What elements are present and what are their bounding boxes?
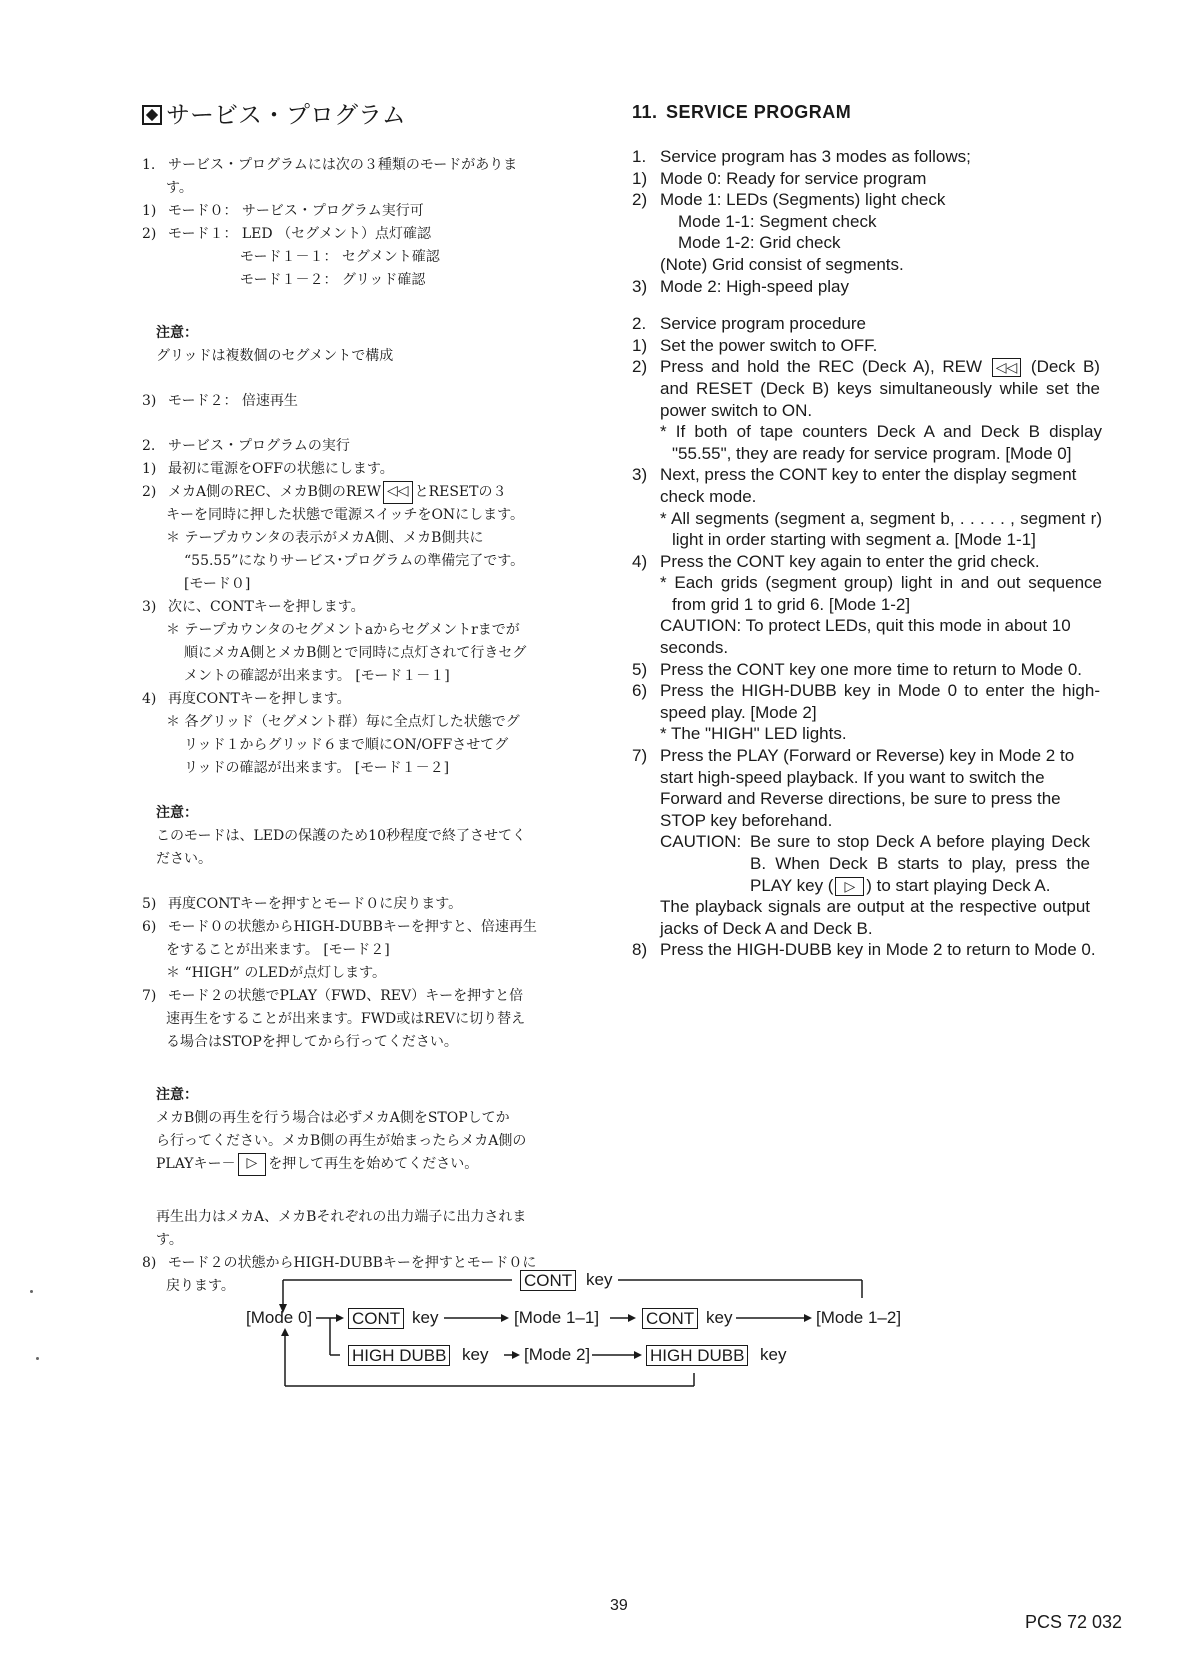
en-step-7-output [632, 896, 1122, 939]
list-marker: 3) [142, 393, 157, 409]
mode2-label: [Mode 2] [524, 1345, 591, 1364]
en-mode1 [632, 189, 1122, 211]
cont-key-2: CONT [642, 1308, 698, 1329]
mode11-label: [Mode 1–1] [514, 1308, 600, 1327]
list-marker: 3) [632, 465, 648, 485]
key-word: key [462, 1345, 489, 1364]
jp-text: る場合はSTOPを押してから行ってください。 [166, 1034, 458, 1050]
jp-step-2-mode [142, 573, 582, 596]
en-text: Press the HIGH-DUBB key in Mode 0 to enter the high-speed play. [Mode 2] [660, 681, 1100, 722]
play-key-icon: ▷ [238, 1153, 267, 1176]
jp-step-4-star-cont2 [142, 757, 582, 780]
en-text: The playback signals are output at the respective output jacks of Deck A and Deck B. [660, 897, 1090, 938]
section-number: 11. [632, 102, 658, 122]
jp-text: ＊ テープカウンタのセグメントaからセグメントrまでが [166, 622, 520, 638]
en-text: Service program procedure [660, 314, 866, 334]
en-text: Press the CONT key one more time to return to Mode 0. [660, 659, 1083, 679]
arrow-head [501, 1314, 509, 1322]
en-s1-intro [632, 146, 1122, 168]
jp-mode1-2 [142, 269, 582, 292]
en-text: (Note) Grid consist of segments. [660, 254, 904, 274]
jp-note-1: グリッドは複数個のセグメントで構成 [156, 348, 394, 364]
jp-text: [モード０] [184, 576, 251, 592]
jp-text: モード１－２： グリッド確認 [240, 272, 426, 288]
jp-step-4-star-cont [142, 734, 582, 757]
list-marker: 2) [142, 226, 157, 242]
jp-note-label: 注意： [156, 1087, 198, 1103]
jp-step-3-star [142, 619, 582, 642]
list-marker: 2) [632, 357, 648, 377]
en-text: ) to start playing Deck A. [866, 875, 1051, 895]
jp-text: モード２： 倍速再生 [168, 393, 298, 409]
jp-step-2 [142, 481, 582, 504]
cont-key-1: CONT [348, 1308, 404, 1329]
jp-text: PLAYキー－ [156, 1156, 236, 1172]
key-word: key [760, 1345, 787, 1364]
list-marker: 1. [632, 147, 647, 166]
list-marker: 2. [142, 438, 156, 454]
list-marker: 4) [142, 691, 157, 707]
jp-step-3-star-cont [142, 642, 582, 665]
jp-text: 再度CONTキーを押します。 [168, 691, 351, 707]
jp-note-3b: ら行ってください。メカB側の再生が始まったらメカA側の [156, 1133, 527, 1149]
arrow-head-up [281, 1328, 289, 1336]
jp-text: リッド１からグリッド６まで順にON/OFFさせてグ [184, 737, 509, 753]
list-marker: 8) [142, 1255, 157, 1271]
jp-text: メントの確認が出来ます。 [モード１－１] [184, 668, 450, 684]
jp-text: “55.55”になりサービス･プログラムの準備完了です。 [184, 553, 525, 569]
list-marker: 2) [632, 190, 648, 210]
jp-text: す。 [166, 180, 193, 196]
list-marker: 2) [142, 484, 157, 500]
en-text: Mode 1: LEDs (Segments) light check [660, 190, 946, 210]
play-key-icon: ▷ [835, 877, 864, 896]
jp-step-2-star-cont [142, 550, 582, 573]
en-step-6 [632, 680, 1122, 723]
list-marker: 1) [142, 461, 157, 477]
list-marker: 7) [142, 988, 157, 1004]
en-text: Mode 2: High-speed play [660, 276, 850, 296]
list-marker: 5) [632, 659, 648, 679]
en-title-text: SERVICE PROGRAM [666, 102, 852, 122]
en-text: Mode 1-1: Segment check [678, 211, 877, 231]
en-mode0 [632, 168, 1122, 190]
list-marker: 1) [632, 168, 648, 188]
en-step-2 [632, 356, 1122, 421]
jp-text: ＊ 各グリッド（セグメント群）毎に全点灯した状態でグ [166, 714, 520, 730]
list-marker: 5) [142, 896, 157, 912]
list-marker: 1) [142, 203, 157, 219]
jp-text: モード２の状態でPLAY（FWD、REV）キーを押すと倍 [168, 988, 524, 1004]
en-text: Be sure to stop Deck A before playing Deck B. When Deck B starts to play, press the PLAY key ( [750, 832, 1090, 895]
en-step-8 [632, 939, 1122, 961]
jp-text: リッドの確認が出来ます。 [モード１－２] [184, 760, 450, 776]
en-text: * All segments (segment a, segment b, . . . . . , segment r) light in order starting with segment a. [Mode 1-1] [660, 508, 1102, 550]
scan-speck [36, 1357, 39, 1360]
en-text: Press the CONT key again to enter the grid check. [660, 551, 1040, 571]
jp-text: を押して再生を始めてください。 [268, 1156, 479, 1172]
en-s2-head [632, 313, 1122, 335]
key-word: key [706, 1308, 733, 1327]
jp-step-7-cont2 [142, 1031, 582, 1054]
document-code: PCS 72 032 [1025, 1612, 1123, 1632]
list-marker: 3) [632, 276, 648, 296]
jp-step-3-star-cont2 [142, 665, 582, 688]
jp-text: モード１－１： セグメント確認 [240, 249, 440, 265]
jp-note-label: 注意： [156, 805, 198, 821]
jp-title-text: サービス・プログラム [166, 101, 406, 129]
list-marker: 7) [632, 746, 648, 766]
en-note [632, 254, 1122, 276]
jp-step-3 [142, 596, 582, 619]
list-marker: 6) [142, 919, 157, 935]
arrow-head [336, 1314, 344, 1322]
en-text: * Each grids (segment group) light in and out sequence from grid 1 to grid 6. [Mode 1-2] [660, 573, 1102, 614]
key-word: key [412, 1308, 439, 1327]
mode0-label: [Mode 0] [246, 1308, 313, 1327]
en-text: Press the PLAY (Forward or Reverse) key in Mode 2 to start high-speed playback. If you want to switch the Forward and Reverse directions, be sure to press the STOP key beforehand. [660, 746, 1075, 830]
list-marker: 2. [632, 314, 647, 334]
list-marker: 8) [632, 940, 648, 960]
jp-text: 次に、CONTキーを押します。 [168, 599, 365, 615]
en-step-3 [632, 464, 1122, 507]
en-text: (Deck B) and RESET (Deck B) keys simultaneously while set the power switch to ON. [660, 357, 1100, 420]
jp-step-5 [142, 893, 582, 916]
list-marker: 1. [142, 157, 156, 173]
en-step-5 [632, 659, 1122, 681]
jp-text: モード０の状態からHIGH-DUBBキーを押すと、倍速再生 [168, 919, 537, 935]
english-column [632, 100, 1122, 961]
key-word: key [586, 1270, 613, 1289]
arrow-head [804, 1314, 812, 1322]
jp-s1-intro [142, 154, 582, 177]
jp-text: サービス・プログラムの実行 [168, 438, 350, 454]
jp-text: モード２の状態からHIGH-DUBBキーを押すとモード０に [168, 1255, 537, 1271]
en-title [632, 100, 1122, 124]
jp-step-2-star [142, 527, 582, 550]
jp-note-3c [142, 1153, 582, 1176]
en-text: CAUTION: [660, 832, 742, 852]
rew-key-icon: ◁◁ [992, 358, 1022, 377]
en-text: Next, press the CONT key to enter the display segment check mode. [660, 465, 1077, 506]
en-text: Press and hold the REC (Deck A), REW [660, 357, 983, 377]
japanese-column [142, 100, 582, 1298]
jp-text: 戻ります。 [166, 1278, 235, 1294]
en-text: Service program has 3 modes as follows; [660, 147, 971, 166]
jp-text: ＊ テープカウンタの表示がメカA側、メカB側共に [166, 530, 484, 546]
highdubb-key-2: HIGH DUBB [646, 1345, 748, 1366]
list-marker: 1) [632, 335, 648, 355]
jp-step-1 [142, 458, 582, 481]
jp-mode1 [142, 223, 582, 246]
en-mode2 [632, 276, 1122, 298]
en-step-7 [632, 745, 1122, 831]
jp-text: 順にメカA側とメカB側とで同時に点灯されて行きセグ [184, 645, 527, 661]
scan-speck [30, 1290, 33, 1293]
arrow-head [628, 1314, 636, 1322]
en-step-4-star [632, 572, 1122, 615]
jp-step-2-cont [142, 504, 582, 527]
en-step-4-caution [632, 615, 1122, 658]
page-number: 39 [610, 1597, 628, 1614]
list-marker: 4) [632, 551, 648, 571]
mode-flow-diagram [240, 1268, 940, 1408]
jp-note-label: 注意： [156, 325, 198, 341]
jp-text: メカA側のREC、メカB側のREW [168, 484, 382, 500]
jp-text: とRESETの３ [414, 484, 507, 500]
en-text: Set the power switch to OFF. [660, 335, 878, 355]
arrow-head [634, 1351, 642, 1359]
jp-mode2 [142, 390, 582, 413]
en-step-6-star [632, 723, 1122, 745]
jp-text: モード０： サービス・プログラム実行可 [168, 203, 424, 219]
jp-mode1-1 [142, 246, 582, 269]
jp-step-4-star [142, 711, 582, 734]
list-marker: 3) [142, 599, 157, 615]
jp-mode0 [142, 200, 582, 223]
jp-text: ＊ “HIGH” のLEDが点灯します。 [166, 965, 386, 981]
en-step-3-star [632, 508, 1122, 551]
jp-output-a: 再生出力はメカA、メカBそれぞれの出力端子に出力されま [156, 1209, 527, 1225]
en-mode1-1 [632, 211, 1122, 233]
rew-key-icon: ◁◁ [383, 481, 413, 504]
highdubb-key-1: HIGH DUBB [348, 1345, 450, 1366]
jp-step-6 [142, 916, 582, 939]
jp-step-4 [142, 688, 582, 711]
jp-text: モード１： LED （セグメント）点灯確認 [168, 226, 431, 242]
jp-note-2b: ださい。 [156, 851, 212, 867]
en-step-1 [632, 335, 1122, 357]
diamond-box-icon [142, 105, 162, 125]
jp-text: 最初に電源をOFFの状態にします。 [168, 461, 394, 477]
jp-note-3a: メカB側の再生を行う場合は必ずメカA側をSTOPしてか [156, 1110, 510, 1126]
list-marker: 6) [632, 681, 648, 701]
arrow-head [512, 1351, 520, 1359]
jp-text: 速再生をすることが出来ます。FWD或はREVに切り替え [166, 1011, 526, 1027]
jp-s2-head [142, 435, 582, 458]
jp-step-7-cont [142, 1008, 582, 1031]
jp-title [142, 100, 582, 130]
jp-step-7 [142, 985, 582, 1008]
jp-text: キーを同時に押した状態で電源スイッチをONにします。 [166, 507, 525, 523]
jp-text: サービス・プログラムには次の３種類のモードがありま [168, 157, 518, 173]
en-text: CAUTION: To protect LEDs, quit this mode in about 10 seconds. [660, 616, 1071, 658]
jp-note-2a: このモードは、LEDの保護のため10秒程度で終了させてく [156, 828, 526, 844]
en-step-4 [632, 551, 1122, 573]
en-step-7-caution [632, 831, 1122, 896]
en-text: * If both of tape counters Deck A and Deck B display "55.55", they are ready for service program. [Mode 0] [660, 422, 1102, 463]
en-mode1-2 [632, 232, 1122, 254]
jp-step-6-cont [142, 939, 582, 962]
jp-output-b: す。 [156, 1232, 183, 1248]
en-text: * The "HIGH" LED lights. [660, 724, 847, 744]
jp-s1-intro-cont [142, 177, 582, 200]
jp-step-6-star [142, 962, 582, 985]
en-step-2-star [632, 421, 1122, 464]
en-text: Mode 1-2: Grid check [678, 233, 841, 253]
jp-text: 再度CONTキーを押すとモード０に戻ります。 [168, 896, 463, 912]
mode12-label: [Mode 1–2] [816, 1308, 902, 1327]
jp-text: をすることが出来ます。 [モード２] [166, 942, 390, 958]
en-text: Press the HIGH-DUBB key in Mode 2 to return to Mode 0. [660, 940, 1096, 960]
cont-key-top: CONT [520, 1270, 576, 1291]
en-text: Mode 0: Ready for service program [660, 168, 927, 188]
